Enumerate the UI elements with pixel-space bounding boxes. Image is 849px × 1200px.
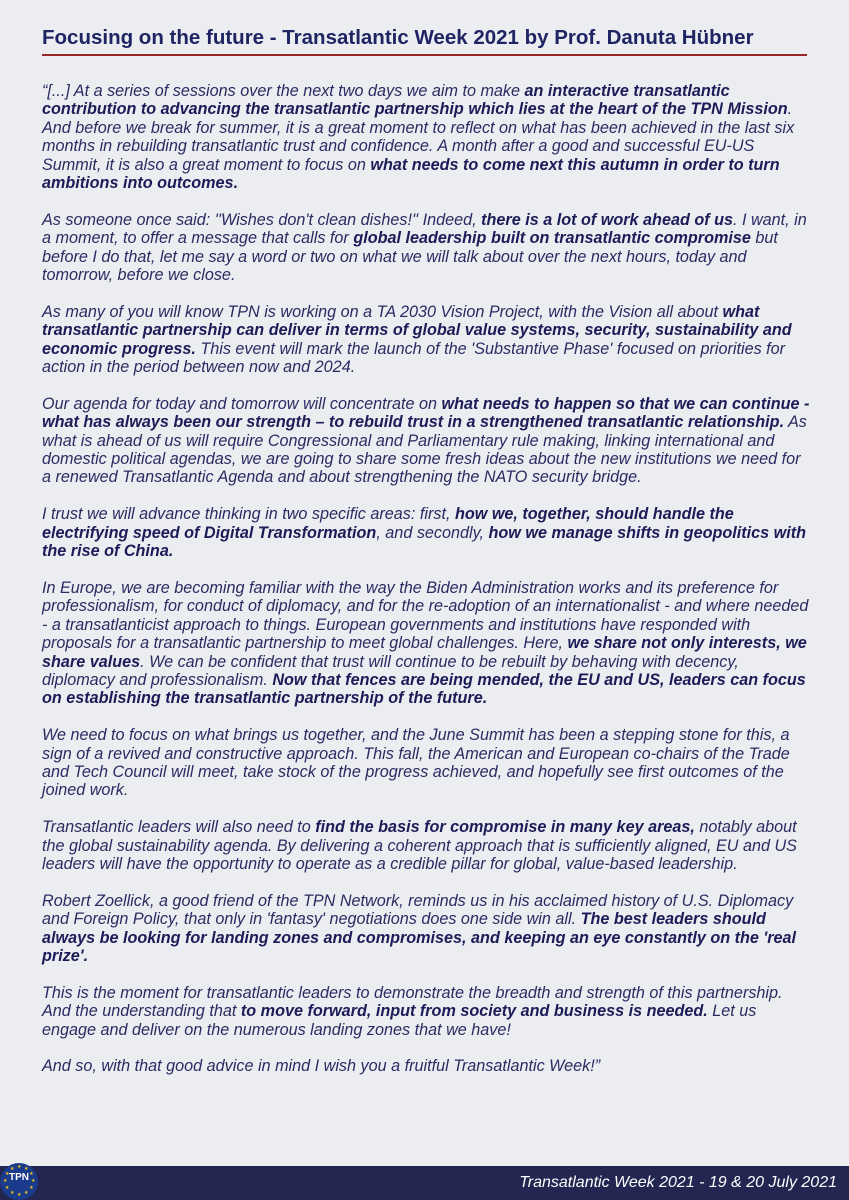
speech-paragraph <box>42 505 812 560</box>
logo-star-icon: ★ <box>4 1171 10 1177</box>
speech-paragraph <box>42 395 812 487</box>
body-text: In Europe, we are becoming familiar with the way the Biden Administration works and its preference for professionalism, for conduct of diplomacy, and for the re-adoption of an internationalist - and where needed - a transatlanticist approach to things. European governments and institutions have responded with proposals for a transatlantic partnership to meet global challenges. Here, <box>42 578 809 653</box>
body-text: We need to focus on what brings us together, and the June Summit has been a stepping stone for this, a sign of a revived and constructive approach. This fall, the American and European co-chairs of the Trade and Tech Council will meet, take stock of the progress achieved, and hopefully see first outcomes of the joined work. <box>42 726 790 800</box>
emphasis-text: an interactive transatlantic contribution to advancing the transatlantic partnership which lies at the heart of the TPN Mission <box>42 82 788 119</box>
emphasis-text: what needs to happen so that we can continue - what has always been our strength – to rebuild trust in a strengthened transatlantic relationship. <box>42 394 810 432</box>
speech-paragraph <box>42 818 812 873</box>
logo-star-icon: ★ <box>4 1185 10 1191</box>
page-footer <box>0 1166 849 1200</box>
emphasis-text: global leadership built on transatlantic compromise <box>353 229 751 248</box>
page-header <box>42 26 807 56</box>
emphasis-text: Now that fences are being mended, the EU and US, leaders can focus on establishing the transatlantic partnership of the future. <box>42 670 806 708</box>
body-text: . I want, in a moment, to offer a message that calls for <box>42 210 807 248</box>
body-text: As someone once said: ''Wishes don't clean dishes!'' Indeed, <box>42 210 482 229</box>
speech-paragraph <box>42 303 812 377</box>
emphasis-text: what needs to come next this autumn in order to turn ambitions into outcomes. <box>42 155 780 193</box>
title-divider <box>42 54 807 56</box>
page-title: Focusing on the future - Transatlantic Week 2021 by Prof. Danuta Hübner <box>42 26 754 49</box>
body-text: This event will mark the launch of the 'Substantive Phase' focused on priorities for action in the period between now and 2024. <box>42 339 786 377</box>
body-text: This is the moment for transatlantic leaders to demonstrate the breadth and strength of this partnership. And the understanding that <box>42 983 783 1021</box>
speech-paragraph <box>42 579 812 708</box>
speech-paragraph <box>42 726 812 800</box>
logo-star-icon: ★ <box>29 1185 34 1191</box>
speech-body <box>42 82 812 1094</box>
logo-star-icon: ★ <box>24 1165 29 1172</box>
tpn-logo-icon <box>0 1163 38 1200</box>
speech-paragraph <box>42 211 812 285</box>
emphasis-text: we share not only interests, we share values <box>42 634 807 671</box>
body-text: but before I do that, let me say a word or two on what we will talk about over the next hours, today and tomorrow, before we close. <box>42 229 778 285</box>
logo-star-icon: ★ <box>17 1164 22 1170</box>
footer-event-label: Transatlantic Week 2021 - 19 & 20 July 2021 <box>519 1174 837 1191</box>
body-text: , and secondly, <box>376 523 489 542</box>
emphasis-text: how we manage shifts in geopolitics with the rise of China. <box>42 523 806 561</box>
body-text: notably about the global sustainability agenda. By delivering a coherent approach that is sufficiently aligned, EU and US leaders will have the opportunity to operate as a credible pillar for global, value-based leadership. <box>42 818 797 873</box>
speech-paragraph <box>42 82 812 192</box>
logo-star-icon: ★ <box>10 1165 15 1172</box>
logo-text: TPN <box>9 1172 29 1183</box>
logo-star-icon: ★ <box>10 1190 15 1197</box>
logo-star-icon: ★ <box>24 1190 29 1197</box>
logo-star-icon: ★ <box>17 1192 22 1198</box>
logo-star-icon: ★ <box>3 1178 8 1184</box>
logo-star-icon: ★ <box>29 1171 34 1177</box>
body-text: “[...] At a series of sessions over the next two days we aim to make <box>42 82 525 100</box>
emphasis-text: to move forward, input from society and business is needed. <box>240 1002 708 1021</box>
emphasis-text: there is a lot of work ahead of us <box>481 210 733 229</box>
body-text: . We can be confident that trust will continue to be rebuilt by behaving with decency, diplomacy and professionalism. <box>42 652 739 689</box>
body-text: And so, with that good advice in mind I wish you a fruitful Transatlantic Week!” <box>42 1057 601 1076</box>
body-text: Robert Zoellick, a good friend of the TPN Network, reminds us in his acclaimed history of U.S. Diplomacy and Foreign Policy, that only in 'fantasy' negotiations does one side win all. <box>42 891 794 929</box>
body-text: Our agenda for today and tomorrow will concentrate on <box>42 394 442 413</box>
body-text: Transatlantic leaders will also need to <box>42 818 316 837</box>
speech-paragraph <box>42 892 812 966</box>
emphasis-text: find the basis for compromise in many key areas, <box>315 818 695 837</box>
speech-paragraph <box>42 1057 812 1075</box>
body-text: As what is ahead of us will require Congressional and Parliamentary rule making, linking international and domestic political agendas, we are going to share some fresh ideas about the new institutions we need for a renewed Transatlantic Agenda and about strengthening the NATO security bridge. <box>42 413 807 487</box>
emphasis-text: what transatlantic partnership can deliver in terms of global value systems, security, sustainability and economic progress. <box>42 302 792 358</box>
body-text: Let us engage and deliver on the numerous landing zones that we have! <box>42 1002 757 1039</box>
emphasis-text: The best leaders should always be looking for landing zones and compromises, and keeping an eye constantly on the 'real prize'. <box>42 910 797 965</box>
logo-star-icon: ★ <box>31 1178 36 1184</box>
emphasis-text: how we, together, should handle the electrifying speed of Digital Transformation <box>42 505 734 542</box>
body-text: As many of you will know TPN is working on a TA 2030 Vision Project, with the Vision all about <box>42 302 723 321</box>
body-text: . And before we break for summer, it is a great moment to reflect on what has been achieved in the last six months in rebuilding transatlantic trust and confidence. A month after a good and successful EU-US Summit, it is also a great moment to focus on <box>42 100 795 174</box>
body-text: I trust we will advance thinking in two specific areas: first, <box>42 505 455 524</box>
speech-paragraph <box>42 984 812 1039</box>
